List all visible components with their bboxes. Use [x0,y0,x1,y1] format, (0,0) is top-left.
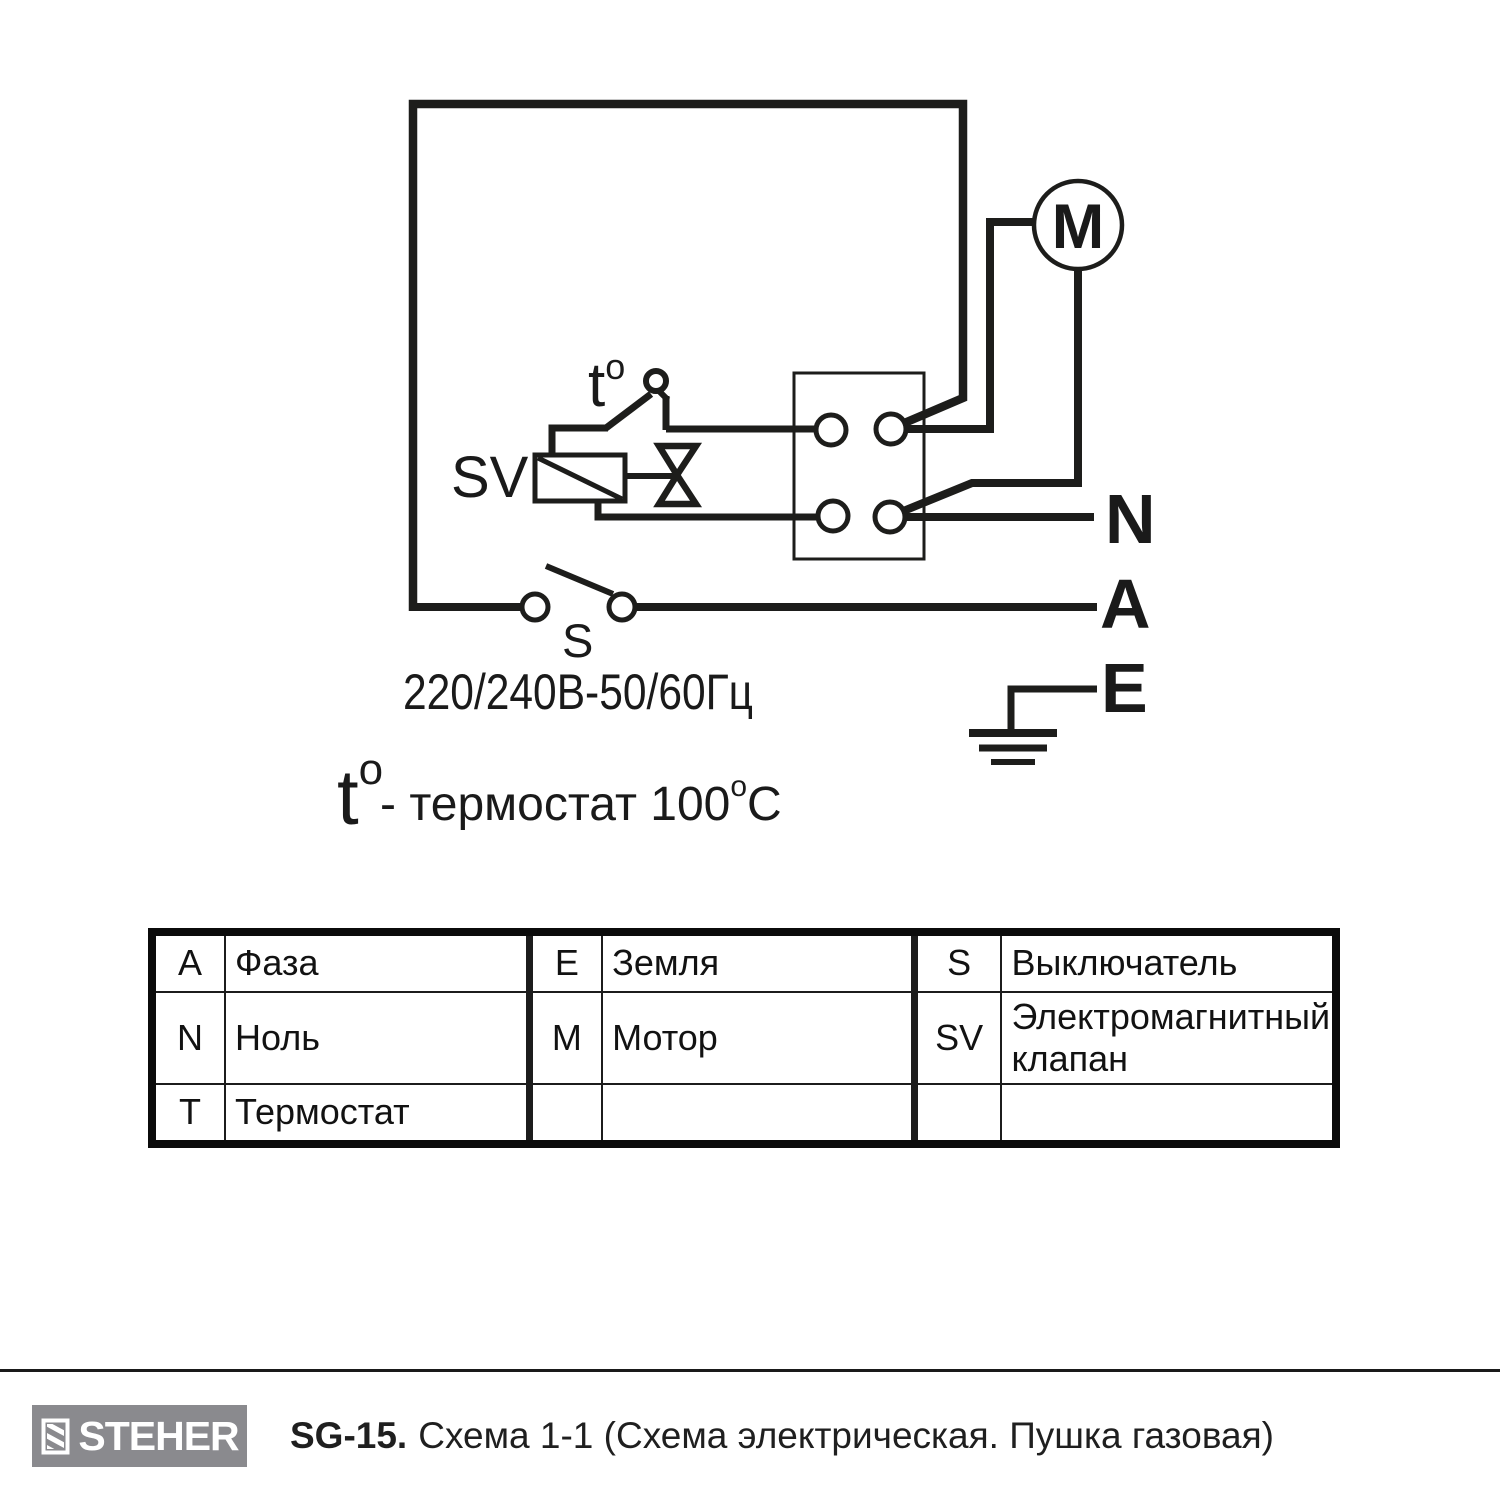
terminal-bottom-left [818,501,848,531]
terminal-top-left [816,415,846,445]
footer-caption [290,1405,1274,1467]
legend-desc: Фаза [225,932,529,992]
legend-key: T [152,1084,225,1144]
legend-desc [1001,1084,1336,1144]
legend-key: N [152,992,225,1084]
footer-divider [0,1369,1500,1372]
thermostat-label: $t^o$ [588,346,626,420]
note-thermostat-symbol: $t^o$ [337,745,384,841]
legend-desc: Выключатель [1001,932,1336,992]
legend-desc [602,1084,914,1144]
switch-contact-left [522,594,548,620]
switch-contact-right [609,594,635,620]
legend-key [529,1084,602,1144]
phase-label: A [1100,565,1151,643]
caption-text: Схема 1-1 (Схема электрическая. Пушка газовая) [418,1415,1274,1456]
legend-key: A [152,932,225,992]
legend-key [914,1084,1001,1144]
terminal-block [794,373,924,559]
legend-key: S [914,932,1001,992]
legend-key: E [529,932,602,992]
wire-outer-loop [413,104,963,611]
legend-desc: Мотор [602,992,914,1084]
valve-triangle-bottom [659,475,696,504]
legend-desc: Электромагнитный клапан [1001,992,1336,1084]
switch-lever [546,566,613,594]
neutral-label: N [1105,480,1156,558]
note-thermostat-text: - термостат 100$^o$C [380,770,782,831]
solenoid-label: SV [451,445,529,510]
legend-desc: Земля [602,932,914,992]
brand-name: STEHER [78,1412,239,1459]
earth-lead [1011,689,1097,731]
switch-label: S [562,614,594,667]
legend-key: SV [914,992,1001,1084]
thermostat-pivot-circle [646,371,666,391]
model-number: SG-15. [290,1415,408,1456]
legend-table [148,928,1340,1148]
earth-label: E [1101,649,1148,727]
motor-label: M [1051,192,1105,262]
steher-emblem-icon [40,1417,71,1456]
power-rating-label: 220/240В-50/60Гц [403,664,753,720]
legend-desc: Ноль [225,992,529,1084]
legend-key: M [529,992,602,1084]
legend-desc: Термостат [225,1084,529,1144]
thermostat-lever [606,394,651,428]
steher-logo [32,1405,247,1467]
wire-solenoid-to-block [598,500,820,517]
terminal-top-right [876,414,906,444]
table-row [152,932,1336,992]
table-row [152,1084,1336,1144]
terminal-bottom-right [875,502,905,532]
table-row [152,992,1336,1084]
